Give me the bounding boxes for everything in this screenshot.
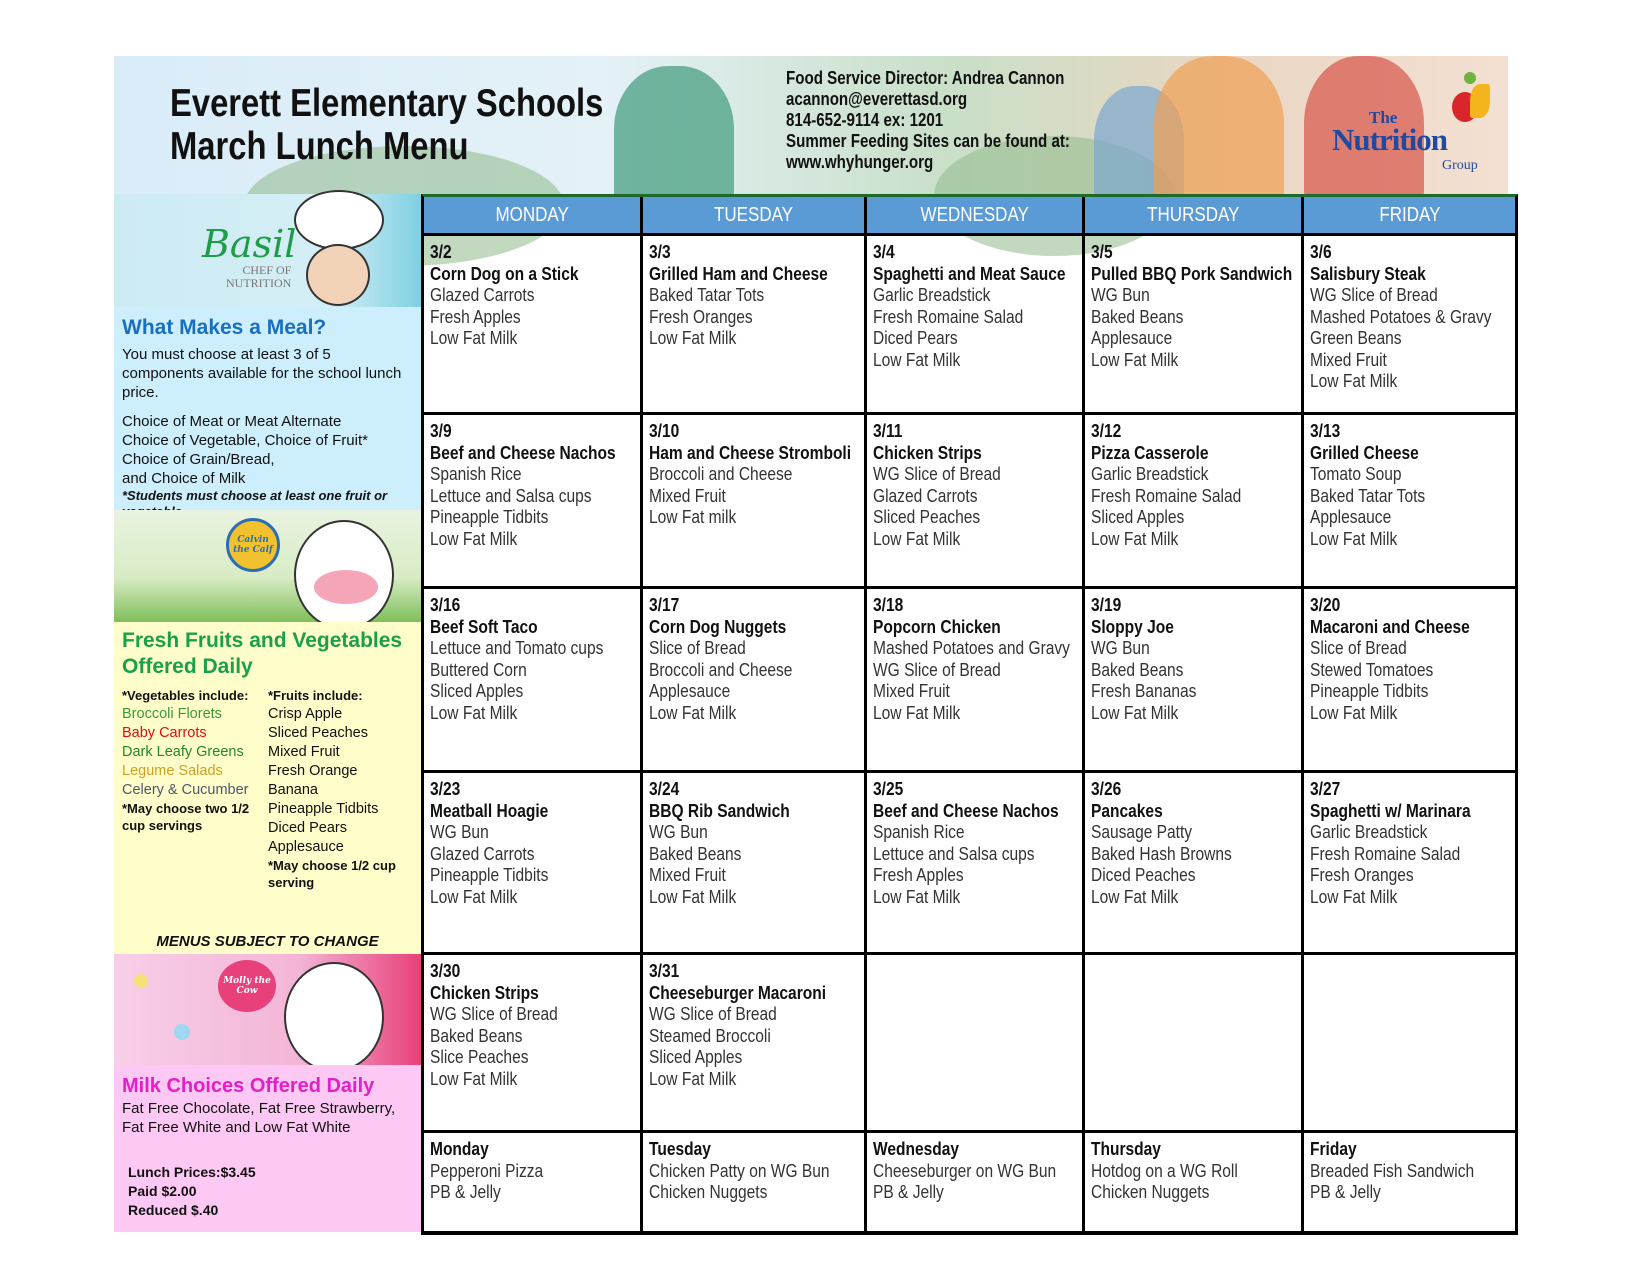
menu-side-item: Pineapple Tidbits xyxy=(1310,680,1429,701)
menu-day-cell xyxy=(1082,415,1301,589)
menu-day-cell xyxy=(424,415,640,589)
menu-side-item: Low Fat Milk xyxy=(1091,885,1179,907)
fruit-item: Crisp Apple xyxy=(268,706,343,722)
alternate-day: Wednesday xyxy=(873,1138,960,1159)
menu-date: 3/25 xyxy=(873,778,904,799)
menu-day-cell xyxy=(640,589,864,773)
menu-side-item: Baked Beans xyxy=(1091,305,1184,327)
menu-side-item: Baked Beans xyxy=(649,842,742,864)
menu-day-cell xyxy=(640,415,864,589)
alternate-item: Breaded Fish Sandwich xyxy=(1310,1159,1475,1181)
menu-side-item: Lettuce and Salsa cups xyxy=(430,484,592,506)
alternate-day: Tuesday xyxy=(649,1138,711,1159)
menu-main-dish: Chicken Strips xyxy=(873,441,982,463)
vegetables-list: *Vegetables include: Broccoli Florets Baby Carrots Dark Leafy Greens Legume Salads Celery & Cucumber *May choose two 1/2 cup servings xyxy=(122,686,268,891)
menu-main-dish: Beef and Cheese Nachos xyxy=(430,441,616,463)
milk-options: Fat Free Chocolate, Fat Free Strawberry, xyxy=(122,1100,396,1117)
menu-side-item: Low Fat Milk xyxy=(873,527,961,549)
menu-day-cell xyxy=(424,236,640,415)
menu-side-item: Baked Hash Browns xyxy=(1091,842,1232,864)
meal-intro: You must choose at least 3 of 5 components available for the school lunch price. xyxy=(122,346,402,401)
menu-side-item: Buttered Corn xyxy=(430,658,527,680)
menu-side-item: Mashed Potatoes & Gravy xyxy=(1310,305,1492,327)
menu-day-cell xyxy=(1082,773,1301,955)
cow-mascot-icon xyxy=(284,962,384,1072)
menu-side-item: Low Fat Milk xyxy=(1091,701,1179,723)
menu-day-cell xyxy=(640,773,864,955)
menu-side-item: Fresh Bananas xyxy=(1091,680,1197,701)
menu-date: 3/23 xyxy=(430,778,461,799)
fruit-item: Mixed Fruit xyxy=(268,744,340,760)
fruits-vegetables-section xyxy=(114,622,421,954)
menu-side-item: Pineapple Tidbits xyxy=(430,864,549,885)
menu-side-item: Applesauce xyxy=(1091,327,1173,348)
menu-side-item: Low Fat Milk xyxy=(1091,348,1179,370)
menu-side-item: Sliced Apples xyxy=(430,680,524,701)
empty-day-cell xyxy=(864,955,1082,1133)
calvin-badge-text: Calvin the Calf xyxy=(233,535,273,555)
menu-side-item: WG Slice of Bread xyxy=(649,1003,777,1024)
menu-side-item: Low Fat Milk xyxy=(1091,527,1179,549)
menu-main-dish: Beef and Cheese Nachos xyxy=(873,799,1059,821)
menu-main-dish: Grilled Ham and Cheese xyxy=(649,262,828,284)
menu-side-item: Low Fat Milk xyxy=(430,1067,518,1089)
menu-side-item: Garlic Breadstick xyxy=(873,284,991,305)
menu-side-item: Diced Peaches xyxy=(1091,864,1196,885)
fruit-item: Diced Pears xyxy=(268,820,347,836)
child-photo xyxy=(614,66,734,206)
molly-cow-image xyxy=(114,954,421,1065)
menu-day-cell xyxy=(864,415,1082,589)
menu-date: 3/20 xyxy=(1310,594,1341,615)
menu-side-item: Baked Beans xyxy=(1091,658,1184,680)
contact-info xyxy=(786,68,1088,173)
menu-side-item: Fresh Romaine Salad xyxy=(873,305,1024,327)
menu-side-item: Glazed Carrots xyxy=(430,284,535,305)
alternate-cell xyxy=(640,1133,864,1234)
menu-date: 3/17 xyxy=(649,594,680,615)
menu-side-item: Low Fat Milk xyxy=(1310,885,1398,907)
menu-side-item: Fresh Romaine Salad xyxy=(1310,842,1461,864)
menu-side-item: WG Slice of Bread xyxy=(873,658,1001,680)
alternate-cell xyxy=(1301,1133,1515,1234)
menu-side-item: Slice of Bread xyxy=(649,637,746,658)
fruit-item: Sliced Peaches xyxy=(268,725,368,741)
menu-side-item: Slice Peaches xyxy=(430,1046,529,1067)
child-photo xyxy=(1154,56,1284,206)
menu-main-dish: Spaghetti and Meat Sauce xyxy=(873,262,1066,284)
menu-side-item: Applesauce xyxy=(649,680,731,701)
menu-side-item: Sliced Peaches xyxy=(873,506,981,527)
vegetable-item: Baby Carrots xyxy=(122,725,207,741)
fruit-item: Banana xyxy=(268,782,318,798)
milk-choices-section xyxy=(114,1065,421,1232)
menu-date: 3/13 xyxy=(1310,420,1341,441)
menu-side-item: Fresh Oranges xyxy=(1310,864,1414,885)
menu-side-item: Broccoli and Cheese xyxy=(649,658,793,680)
empty-day-cell xyxy=(1301,955,1515,1133)
menu-side-item: Fresh Apples xyxy=(873,864,964,885)
menu-day-cell xyxy=(424,955,640,1133)
menu-date: 3/26 xyxy=(1091,778,1122,799)
menu-main-dish: BBQ Rib Sandwich xyxy=(649,799,790,821)
director-phone: 814-652-9114 ex: 1201 xyxy=(786,110,944,130)
menu-date: 3/5 xyxy=(1091,241,1113,262)
milk-title: Milk Choices Offered Daily xyxy=(122,1075,375,1097)
menu-day-cell xyxy=(1301,415,1515,589)
alternate-item: Pepperoni Pizza xyxy=(430,1159,544,1181)
summer-sites-link[interactable]: www.whyhunger.org xyxy=(786,152,934,172)
menu-side-item: Low Fat Milk xyxy=(430,701,518,723)
title-line-2: March Lunch Menu xyxy=(170,125,469,168)
director-name: Food Service Director: Andrea Cannon xyxy=(786,68,1065,88)
menu-main-dish: Cheeseburger Macaroni xyxy=(649,981,827,1003)
day-header-wednesday: WEDNESDAY xyxy=(864,197,1082,236)
menu-date: 3/31 xyxy=(649,960,680,981)
menu-side-item: Low Fat Milk xyxy=(1310,701,1398,723)
nutrition-group-logo: The Nutrition Group xyxy=(1324,64,1494,182)
menu-side-item: Sausage Patty xyxy=(1091,821,1193,842)
menu-day-cell xyxy=(864,236,1082,415)
menu-side-item: Pineapple Tidbits xyxy=(430,506,549,527)
alternate-item: Cheeseburger on WG Bun xyxy=(873,1159,1057,1181)
menu-date: 3/3 xyxy=(649,241,671,262)
menu-side-item: Low Fat milk xyxy=(649,506,737,527)
empty-day-cell xyxy=(1082,955,1301,1133)
meal-title: What Makes a Meal? xyxy=(122,316,327,339)
menu-main-dish: Salisbury Steak xyxy=(1310,262,1426,284)
menu-day-cell xyxy=(1301,589,1515,773)
menu-main-dish: Grilled Cheese xyxy=(1310,441,1419,463)
menu-date: 3/6 xyxy=(1310,241,1332,262)
menu-day-cell xyxy=(1301,773,1515,955)
basil-chef-banner xyxy=(114,194,421,307)
alternate-cell xyxy=(424,1133,640,1234)
menu-side-item: Low Fat Milk xyxy=(1310,527,1398,549)
menu-side-item: Low Fat Milk xyxy=(430,527,518,549)
menu-side-item: Low Fat Milk xyxy=(430,885,518,907)
menu-side-item: Spanish Rice xyxy=(873,821,965,842)
alternate-item: Chicken Nuggets xyxy=(1091,1181,1210,1202)
menu-side-item: Glazed Carrots xyxy=(430,842,535,864)
vegetable-item: Broccoli Florets xyxy=(122,706,222,722)
menu-side-item: Sliced Apples xyxy=(1091,506,1185,527)
menu-side-item: Green Beans xyxy=(1310,327,1402,348)
menu-side-item: Baked Tatar Tots xyxy=(1310,484,1426,506)
menu-day-cell xyxy=(424,589,640,773)
vegetable-item: Legume Salads xyxy=(122,763,223,779)
menus-subject-to-change: MENUS SUBJECT TO CHANGE xyxy=(156,933,379,950)
menu-day-cell xyxy=(864,773,1082,955)
what-makes-a-meal-section xyxy=(114,307,421,510)
alternate-item: PB & Jelly xyxy=(873,1181,944,1202)
menu-date: 3/16 xyxy=(430,594,461,615)
menu-side-item: Mixed Fruit xyxy=(1310,348,1387,370)
menu-side-item: Broccoli and Cheese xyxy=(649,463,793,484)
chef-hat-icon xyxy=(294,190,384,250)
menu-side-item: Diced Pears xyxy=(873,327,958,348)
menu-date: 3/30 xyxy=(430,960,461,981)
menu-main-dish: Chicken Strips xyxy=(430,981,539,1003)
alternate-item: Hotdog on a WG Roll xyxy=(1091,1159,1238,1181)
menu-side-item: Applesauce xyxy=(1310,506,1392,527)
menu-day-cell xyxy=(1082,589,1301,773)
menu-side-item: Mixed Fruit xyxy=(649,864,726,885)
menu-side-item: Steamed Broccoli xyxy=(649,1024,771,1046)
header-banner xyxy=(114,56,1508,194)
menu-day-cell xyxy=(864,589,1082,773)
menu-side-item: Low Fat Milk xyxy=(649,1067,737,1089)
menu-day-cell xyxy=(1082,236,1301,415)
menu-main-dish: Pancakes xyxy=(1091,799,1163,821)
menu-date: 3/12 xyxy=(1091,420,1122,441)
alternate-item: PB & Jelly xyxy=(1310,1181,1381,1202)
menu-side-item: Mixed Fruit xyxy=(649,484,726,506)
milk-options: Fat Free White and Low Fat White xyxy=(122,1119,351,1136)
fruit-item: Applesauce xyxy=(268,839,344,855)
fruitveg-title: Fresh Fruits and Vegetables Offered Daily xyxy=(122,629,403,678)
menu-side-item: Garlic Breadstick xyxy=(1310,821,1428,842)
day-header-friday: FRIDAY xyxy=(1301,197,1515,236)
menu-side-item: Low Fat Milk xyxy=(1310,370,1398,391)
chef-face-icon xyxy=(306,244,370,306)
menu-side-item: WG Bun xyxy=(649,821,708,842)
page-title xyxy=(170,82,607,168)
lunch-prices: Lunch Prices:$3.45 Paid $2.00 Reduced $.40 xyxy=(128,1164,256,1218)
fruit-item: Fresh Orange xyxy=(268,763,358,779)
fruit-item: Pineapple Tidbits xyxy=(268,801,379,817)
menu-main-dish: Corn Dog on a Stick xyxy=(430,262,579,284)
menu-main-dish: Popcorn Chicken xyxy=(873,615,1001,637)
menu-main-dish: Beef Soft Taco xyxy=(430,615,538,637)
molly-badge-text: Molly the Cow xyxy=(223,976,271,996)
menu-main-dish: Corn Dog Nuggets xyxy=(649,615,787,637)
menu-day-cell xyxy=(424,773,640,955)
menu-side-item: Fresh Apples xyxy=(430,305,521,327)
menu-side-item: Low Fat Milk xyxy=(649,885,737,907)
menu-side-item: Low Fat Milk xyxy=(649,701,737,723)
alternate-item: Chicken Nuggets xyxy=(649,1181,768,1202)
menu-main-dish: Ham and Cheese Stromboli xyxy=(649,441,852,463)
fruits-list: *Fruits include: Crisp Apple Sliced Peaches Mixed Fruit Fresh Orange Banana Pineapple Tidbits Diced Pears Applesauce *May choose 1/2 cup serving xyxy=(268,686,398,891)
day-header-monday: MONDAY xyxy=(424,197,640,236)
menu-side-item: Fresh Romaine Salad xyxy=(1091,484,1242,506)
menu-side-item: WG Bun xyxy=(430,821,489,842)
menu-side-item: Stewed Tomatoes xyxy=(1310,658,1434,680)
menu-side-item: Fresh Oranges xyxy=(649,305,753,327)
menu-day-cell xyxy=(640,236,864,415)
vegetable-item: Dark Leafy Greens xyxy=(122,744,244,760)
leaf-icon xyxy=(1470,84,1490,118)
leaf-icon xyxy=(1464,72,1476,84)
menu-side-item: Low Fat Milk xyxy=(873,348,961,370)
menu-side-item: Low Fat Milk xyxy=(873,701,961,723)
menu-side-item: Slice of Bread xyxy=(1310,637,1407,658)
alternate-cell xyxy=(1082,1133,1301,1234)
alternate-day: Friday xyxy=(1310,1138,1357,1159)
menu-side-item: Low Fat Milk xyxy=(649,327,737,348)
menu-side-item: WG Slice of Bread xyxy=(873,463,1001,484)
menu-date: 3/4 xyxy=(873,241,895,262)
menu-main-dish: Pizza Casserole xyxy=(1091,441,1209,463)
menu-date: 3/27 xyxy=(1310,778,1341,799)
alternate-day: Monday xyxy=(430,1138,489,1159)
menu-side-item: Low Fat Milk xyxy=(873,885,961,907)
alternate-cell xyxy=(864,1133,1082,1234)
director-email[interactable]: acannon@everettasd.org xyxy=(786,89,968,109)
meal-note: *Students must choose at least one fruit or xyxy=(122,488,388,503)
alternate-day: Thursday xyxy=(1091,1138,1161,1159)
alternate-item: PB & Jelly xyxy=(430,1181,501,1202)
menu-side-item: Mixed Fruit xyxy=(873,680,950,701)
menu-main-dish: Spaghetti w/ Marinara xyxy=(1310,799,1471,821)
menu-date: 3/11 xyxy=(873,420,903,441)
menu-date: 3/19 xyxy=(1091,594,1122,615)
summer-sites-text: Summer Feeding Sites can be found at: xyxy=(786,131,1070,151)
menu-date: 3/10 xyxy=(649,420,680,441)
menu-side-item: Glazed Carrots xyxy=(873,484,978,506)
menu-side-item: Garlic Breadstick xyxy=(1091,463,1209,484)
title-line-1: Everett Elementary Schools xyxy=(170,82,604,125)
calvin-calf-image xyxy=(114,510,421,622)
menu-side-item: Mashed Potatoes and Gravy xyxy=(873,637,1070,658)
menu-day-cell xyxy=(1301,236,1515,415)
menu-side-item: Baked Tatar Tots xyxy=(649,284,765,305)
menu-main-dish: Meatball Hoagie xyxy=(430,799,549,821)
alternate-item: Chicken Patty on WG Bun xyxy=(649,1159,830,1181)
basil-subtitle: CHEF OF NUTRITION xyxy=(226,263,292,290)
menu-side-item: WG Bun xyxy=(1091,284,1150,305)
menu-date: 3/2 xyxy=(430,241,452,262)
meal-components: Choice of Meat or Meat Alternate Choice of Vegetable, Choice of Fruit* Choice of Grain/Bread, and Choice of Milk xyxy=(122,413,368,487)
menu-main-dish: Sloppy Joe xyxy=(1091,615,1174,637)
menu-side-item: Sliced Apples xyxy=(649,1046,743,1067)
menu-date: 3/18 xyxy=(873,594,904,615)
menu-date: 3/9 xyxy=(430,420,452,441)
menu-side-item: WG Slice of Bread xyxy=(430,1003,558,1024)
day-header-tuesday: TUESDAY xyxy=(640,197,864,236)
menu-date: 3/24 xyxy=(649,778,680,799)
menu-side-item: Tomato Soup xyxy=(1310,463,1402,484)
basil-logo-text: Basil xyxy=(202,222,297,266)
menu-side-item: Baked Beans xyxy=(430,1024,523,1046)
menu-calendar xyxy=(421,194,1518,1235)
menu-side-item: WG Bun xyxy=(1091,637,1150,658)
day-header-thursday: THURSDAY xyxy=(1082,197,1301,236)
menu-main-dish: Pulled BBQ Pork Sandwich xyxy=(1091,262,1293,284)
menu-side-item: Low Fat Milk xyxy=(430,327,518,348)
sidebar xyxy=(114,194,421,1232)
menu-side-item: Lettuce and Salsa cups xyxy=(873,842,1035,864)
vegetable-item: Celery & Cucumber xyxy=(122,782,249,798)
veg-note: *May choose two 1/2 cup servings xyxy=(122,801,250,833)
menu-side-item: Lettuce and Tomato cups xyxy=(430,637,604,658)
menu-side-item: Spanish Rice xyxy=(430,463,522,484)
menu-main-dish: Macaroni and Cheese xyxy=(1310,615,1470,637)
fruit-note: *May choose 1/2 cup serving xyxy=(268,858,396,890)
menu-side-item: WG Slice of Bread xyxy=(1310,284,1438,305)
menu-day-cell xyxy=(640,955,864,1133)
